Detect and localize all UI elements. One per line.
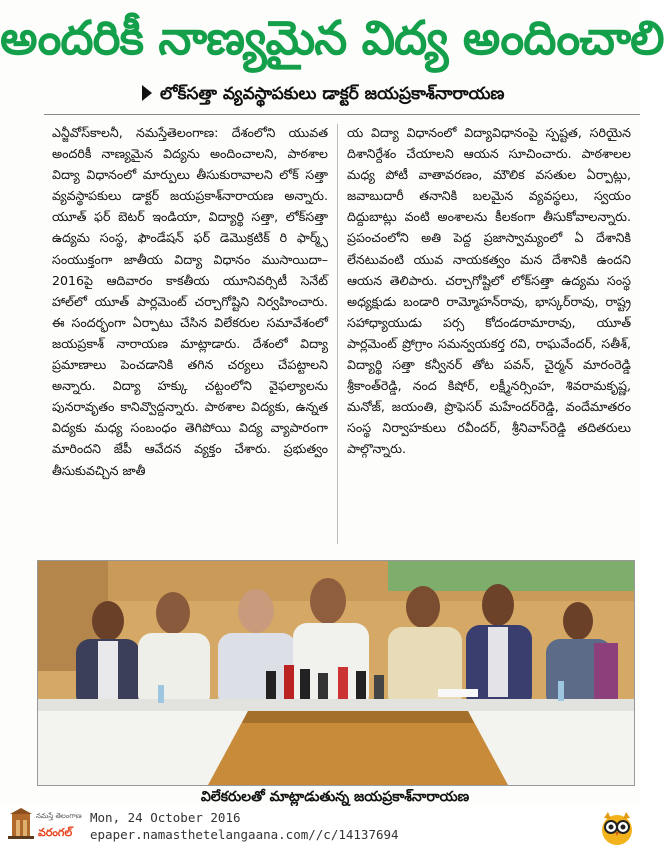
owl-mascot-icon [598, 810, 636, 846]
photo-caption: విలేకరులతో మాట్లాడుతున్న జయప్రకాశ్‌నారాయణ [200, 789, 470, 805]
column-divider [337, 124, 338, 544]
byline-bullet-icon [141, 84, 153, 102]
logo-edition: వరంగల్ [38, 826, 73, 839]
epaper-footer [0, 806, 640, 848]
press-meet-illustration [38, 561, 634, 785]
footer-url[interactable]: epaper.namasthetelangaana.com//c/14137694 [90, 827, 399, 842]
byline: లోక్‌సత్తా వ్యవస్థాపకులు డాక్టర్ జయప్రకాశ్‌నారాయణ [160, 84, 505, 104]
byline-row [0, 80, 640, 110]
headline-divider [44, 114, 640, 115]
footer-date: Mon, 24 October 2016 [90, 810, 241, 825]
article-paragraph-right: య విద్యా విధానంలో విద్యావిధానంపై స్పష్టత, సరియైన దిశానిర్దేశం చేయాలని ఆయన సూచించారు. పాఠశాలల మధ్య పోటీ వాతావరణం, మౌలిక వసతుల ఏర్పాట్లు, జవాబుదారీ తనానికి బలమైన వ్యవస్థలు, స్వయం దిద్దుబాట్లు వంటి అంశాలను కీలకంగా తీసుకోవాలన్నారు. ప్రపంచంలోని అతి పెద్ద ప్రజాస్వామ్యంలో ఏ దేశానికి లేనటువంటి యువ నాయకత్వం మన దేశానికి ఉందని ఆయన తెలిపారు. చర్చాగోష్టిలో లోక్‌సత్తా ఉద్యమ సంస్థ అధ్యక్షుడు బండారి రామ్మోహన్‌రావు, భాస్కర్‌రావు, రాష్ట్ర సహాధ్యాయుడు పర్స కోదండరామారావు, యూత్ పార్లమెంట్ ప్రోగ్రాం సమన్వయకర్త రవి, రాఘవేందర్, సతీశ్, విద్యార్థి సత్తా కన్వీనర్ తోట పవన్, చైర్మన్ మారంరెడ్డి శ్రీకాంత్‌రెడ్డి, నంద కిషోర్, లక్ష్మీనర్సింహ, శివరామకృష్ణ, మనోజ్, జయంతి, ప్రొఫెసర్ మహేందర్‌రెడ్డి, వందేమాతరం సంస్థ నిర్వాహకులు రవీందర్, శ్రీనివాస్‌రెడ్డి తదితరులు పాల్గొన్నారు. [347, 125, 631, 457]
article-column-left [52, 122, 328, 481]
footer-meta [90, 809, 399, 843]
headline: అందరికీ నాణ్యమైన విద్య అందించాలి [0, 11, 664, 66]
article-column-right [347, 122, 631, 460]
namaste-telangana-logo-icon [4, 808, 82, 846]
logo-paper-name: నమస్తే తెలంగాణ [36, 812, 82, 820]
article-paragraph-left: ఎన్జీవోస్‌కాలనీ, నమస్తేతెలంగాణ: దేశంలోని యువత అందరికీ నాణ్యమైన విద్యను అందించాలని, పాఠశాల విద్యా విధానంలో మార్పులు తీసుకురావాలని లోక్ సత్తా వ్యవస్థాపకులు డాక్టర్ జయప్రకాశ్‌నారాయణ అన్నారు. యూత్ ఫర్ బెటర్ ఇండియా, విద్యార్థి సత్తా, లోక్‌సత్తా ఉద్యమ సంస్థ, ఫౌండేషన్ ఫర్ డెమొక్రటిక్ రి ఫార్మ్స్ సంయుక్తంగా జాతీయ విద్యా విధానం ముసాయిదా–2016పై ఆదివారం కాకతీయ యూనివర్సిటీ సెనేట్ హాల్‌లో యూత్ పార్లమెంట్ చర్చాగోష్టిని నిర్వహించారు. ఈ సందర్భంగా ఏర్పాటు చేసిన విలేకరుల సమావేశంలో జయప్రకాశ్ నారాయణ మాట్లాడారు. దేశంలో విద్యా ప్రమాణాలు పెంచడానికి తగిన చర్యలు చేపట్టాలని అన్నారు. విద్యా హక్కు చట్టంలోని వైఫల్యాలను పునరావృతం కానివ్వొద్దన్నారు. పాఠశాల విద్యకు, ఉన్నత విద్యకు మధ్య సంబంధం తెగిపోయి విద్య వ్యాపారంగా మారిందని జేపీ ఆవేదన వ్యక్తం చేశారు. ప్రభుత్వం తీసుకువచ్చిన జాతీ [52, 125, 328, 478]
press-meet-photo [37, 560, 635, 786]
